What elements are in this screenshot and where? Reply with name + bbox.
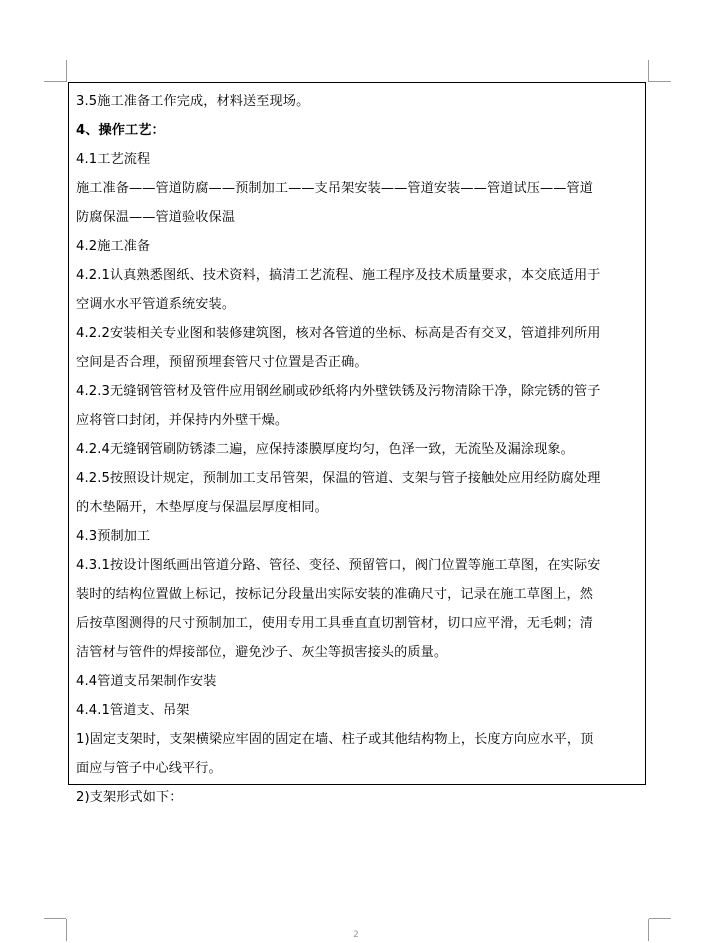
text-line: 洁管材与管件的焊接部位，避免沙子、灰尘等损害接头的质量。 [76,645,448,660]
text-line: 应将管口封闭，并保持内外壁干燥。 [76,413,289,428]
crop-mark-top-left-horizontal [44,81,66,82]
text-line: 装时的结构位置做上标记，按标记分段量出实际安装的准确尺寸，记录在施工草图上，然 [76,587,593,602]
text-line: 4.2.1认真熟悉图纸、技术资料，搞清工艺流程、施工程序及技术质量要求，本交底适用于 [76,268,601,283]
text-line: 施工准备——管道防腐——预制加工——支吊架安装——管道安装——管道试压——管道 [76,181,593,196]
text-line: 防腐保温——管道验收保温 [76,210,236,225]
text-line: 后按草图测得的尺寸预制加工，使用专用工具垂直直切割管材，切口应平滑，无毛刺；清 [76,616,593,631]
text-line: 的木垫隔开，木垫厚度与保温层厚度相同。 [76,500,328,515]
subsection-heading: 4.4管道支吊架制作安装 [76,674,217,689]
text-line: 4.2.2安装相关专业图和装修建筑图，核对各管道的坐标、标高是否有交叉，管道排列所用 [76,326,601,341]
text-line: 2)支架形式如下： [76,790,183,805]
subsection-heading: 4.1工艺流程 [76,152,151,167]
text-line: 4.2.5按照设计规定，预制加工支吊管架，保温的管道、支架与管子接触处应用经防腐处理 [76,471,601,486]
text-line: 4.2.3无缝钢管管材及管件应用钢丝刷或砂纸将内外壁铁锈及污物清除干净，除完锈的管子 [76,384,601,399]
text-line: 3.5施工准备工作完成，材料送至现场。 [76,94,310,109]
text-line: 面应与管子中心线平行。 [76,761,222,776]
text-line: 空间是否合理，预留预埋套管尺寸位置是否正确。 [76,355,368,370]
crop-mark-top-left-vertical [66,60,67,82]
crop-mark-bottom-right-horizontal [649,918,671,919]
subsection-heading: 4.3预制加工 [76,529,151,544]
page-number: 2 [353,930,359,940]
text-line: 4.2.4无缝钢管刷防锈漆二遍，应保持漆膜厚度均匀，色泽一致，无流坠及漏涂现象。 [76,442,574,457]
text-line: 4.3.1按设计图纸画出管道分路、管径、变径、预留管口，阀门位置等施工草图，在实际安 [76,558,601,573]
text-line: 4.4.1管道支、吊架 [76,703,190,718]
crop-mark-top-right-horizontal [649,81,671,82]
section-heading: 4、操作工艺： [76,123,165,138]
crop-mark-bottom-left-horizontal [44,918,66,919]
crop-mark-top-right-vertical [648,60,649,82]
text-line: 空调水水平管道系统安装。 [76,297,236,312]
subsection-heading: 4.2施工准备 [76,239,151,254]
content-table-cell [68,82,646,805]
text-line: 1)固定支架时，支架横梁应牢固的固定在墙、柱子或其他结构物上，长度方向应水平，顶 [76,732,594,747]
